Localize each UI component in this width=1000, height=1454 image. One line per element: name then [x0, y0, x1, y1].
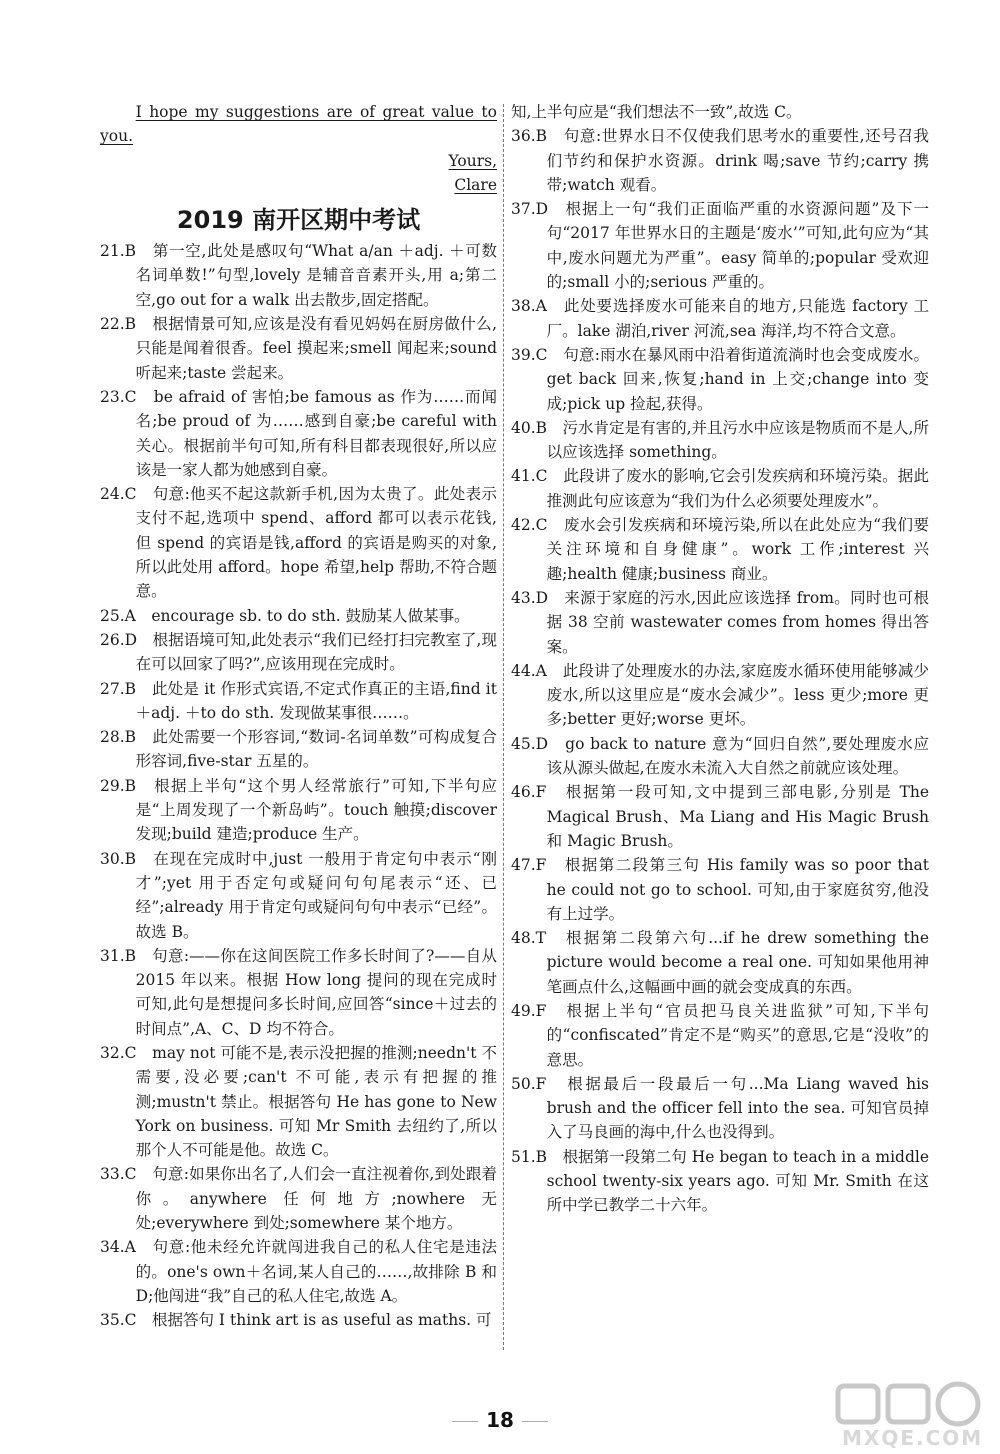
- answer-item-30: 30.B 在现在完成时中,just 一般用于肯定句中表示“刚才”;yet 用于否定句或疑问句句尾表示“还、已经”;already 用于肯定句或疑问句句中表示“已经”。故选 B。: [100, 849, 497, 941]
- right-column: [511, 100, 929, 1218]
- answer-item-48: 48.T 根据第二段第六句...if he drew something the picture would become a real one. 可知如果他用神笔画点什么,这幅画中画的就会变成真的东西。: [511, 929, 929, 996]
- answer-item-33: 33.C 句意:如果你出名了,人们会一直注视着你,到处跟着你。anywhere 任何地方;nowhere 无处;everywhere 到处;somewhere 某个地方。: [100, 1165, 497, 1233]
- answer-item-35-continued: 知,上半句应是“我们想法不一致”,故选 C。: [511, 103, 802, 121]
- left-column: [100, 100, 497, 1333]
- answer-item-38: 38.A 此处要选择废水可能来自的地方,只能选 factory 工厂。lake 湖泊,river 河流,sea 海洋,均不符合文意。: [511, 297, 929, 340]
- column-divider: [503, 104, 504, 1350]
- answer-item-23: 23.C be afraid of 害怕;be famous as 作为……而闻名;be proud of 为……感到自豪;be careful with 关心。根据前半句可知,所有科目都表现很好,所以应该是一家人都为她感到自豪。: [100, 387, 497, 479]
- answer-item-43: 43.D 来源于家庭的污水,因此应该选择 from。同时也可根据 38 空前 wastewater comes from homes 得出答案。: [511, 588, 929, 656]
- answer-item-46: 46.F 根据第一段可知,文中提到三部电影,分别是 The Magical Brush、Ma Liang and His Magic Brush 和 Magic Brush。: [511, 783, 929, 850]
- answer-item-45: 45.D go back to nature 意为“回归自然”,要处理废水应该从源头做起,在废水未流入大自然之前就应该处理。: [511, 734, 929, 778]
- letter-sign-yours: Yours,: [448, 151, 497, 170]
- answer-item-34: 34.A 句意:他未经允许就闯进我自己的私人住宅是违法的。one's own＋名词,某人自己的……,故排除 B 和 D;他闯进“我”自己的私人住宅,故选 A。: [100, 1238, 497, 1305]
- page-number-text: 18: [486, 1408, 514, 1432]
- answer-item-31: 31.B 句意:——你在这间医院工作多长时间了?——自从 2015 年以来。根据 How long 提问的现在完成时可知,此句是想提问多长时间,应回答“since＋过去的时间点”,A、C、D 均不符合。: [100, 946, 497, 1038]
- answer-item-49: 49.F 根据上半句“官员把马良关进监狱”可知,下半句的“confiscated”肯定不是“购买”的意思,它是“没收”的意思。: [511, 1001, 929, 1069]
- answer-item-21: 21.B 第一空,此处是感叹句“What a/an ＋adj. ＋可数名词单数!”句型,lovely 是辅音音素开头,用 a;第二空,go out for a walk 出去散步,固定搭配。: [100, 242, 497, 309]
- answer-item-32: 32.C may not 可能不是,表示没把握的推测;needn't 不需要,没必要;can't 不可能,表示有把握的推测;mustn't 禁止。根据答句 He has gone to New York on business. 可知 Mr Smith 去纽约了,所以那个人不可能是他。故选 C。: [100, 1043, 497, 1160]
- answer-item-22: 22.B 根据情景可知,应该是没有看见妈妈在厨房做什么,只能是闻着很香。feel 摸起来;smell 闻起来;sound 听起来;taste 尝起来。: [100, 315, 497, 382]
- answer-item-35: 35.C 根据答句 I think art is as useful as maths. 可: [100, 1311, 492, 1330]
- answer-item-26: 26.D 根据语境可知,此处表示“我们已经打扫完教室了,现在可以回家了吗?”,应该用现在完成时。: [100, 630, 497, 674]
- page-number-dash-right: [522, 1421, 548, 1422]
- letter-closing-line: I hope my suggestions are of great value to you.: [100, 103, 497, 146]
- answer-item-29: 29.B 根据上半句“这个男人经常旅行”可知,下半句应是“上周发现了一个新岛屿”。touch 触摸;discover 发现;build 建造;produce 生产。: [100, 776, 497, 844]
- answer-item-28: 28.B 此处需要一个形容词,“数词-名词单数”可构成复合形容词,five-star 五星的。: [100, 728, 497, 771]
- answer-item-51: 51.B 根据第一段第二句 He began to teach in a middle school twenty-six years ago. 可知 Mr. Smith 在这所中学已教学二十六年。: [511, 1147, 929, 1215]
- answer-item-27: 27.B 此处是 it 作形式宾语,不定式作真正的主语,find it＋adj. ＋to do sth. 发现做某事很……。: [100, 679, 497, 722]
- page-number-dash-left: [452, 1421, 478, 1422]
- answer-item-47: 47.F 根据第二段第三句 His family was so poor that he could not go to school. 可知,由于家庭贫穷,他没有上过学。: [511, 856, 929, 923]
- answer-item-50: 50.F 根据最后一段最后一句...Ma Liang waved his brush and the officer fell into the sea. 可知官员掉入了马良画的海中,什么也没得到。: [511, 1074, 929, 1142]
- answer-item-42: 42.C 废水会引发疾病和环境污染,所以在此处应为“我们要关注环境和自身健康”。work 工作;interest 兴趣;health 健康;business 商业。: [511, 516, 929, 583]
- answer-item-40: 40.B 污水肯定是有害的,并且污水中应该是物质而不是人,所以应该选择 something。: [511, 418, 929, 462]
- answer-item-37: 37.D 根据上一句“我们正面临严重的水资源问题”及下一句“2017 年世界水日的主题是‘废水’”可知,此句应为“其中,废水问题尤为严重”。easy 简单的;popular 受欢迎的;small 小的;serious 严重的。: [511, 200, 929, 292]
- exam-section-title: 2019 南开区期中考试: [176, 206, 421, 235]
- letter-sign-name: Clare: [454, 175, 497, 194]
- answer-item-39: 39.C 句意:雨水在暴风雨中沿着街道流淌时也会变成废水。get back 回来,恢复;hand in 上交;change into 变成;pick up 捡起,获得。: [511, 345, 929, 413]
- answer-item-25: 25.A encourage sb. to do sth. 鼓励某人做某事。: [100, 606, 470, 625]
- answer-item-36: 36.B 句意:世界水日不仅使我们思考水的重要性,还号召我们节约和保护水资源。drink 喝;save 节约;carry 携带;watch 观看。: [511, 127, 929, 194]
- answer-item-24: 24.C 句意:他买不起这款新手机,因为太贵了。此处表示支付不起,选项中 spend、afford 都可以表示花钱,但 spend 的宾语是钱,afford 的宾语是购买的对象,所以此处用 afford。hope 希望,help 帮助,不符合题意。: [100, 485, 497, 601]
- watermark-site-text: MXQE.COM: [842, 1426, 984, 1450]
- answer-item-41: 41.C 此段讲了废水的影响,它会引发疾病和环境污染。据此推测此句应该意为“我们为什么必须要处理废水”。: [511, 467, 929, 510]
- answer-item-44: 44.A 此段讲了处理废水的办法,家庭废水循环使用能够减少废水,所以这里应是“废水会减少”。less 更少;more 更多;better 更好;worse 更坏。: [511, 661, 929, 729]
